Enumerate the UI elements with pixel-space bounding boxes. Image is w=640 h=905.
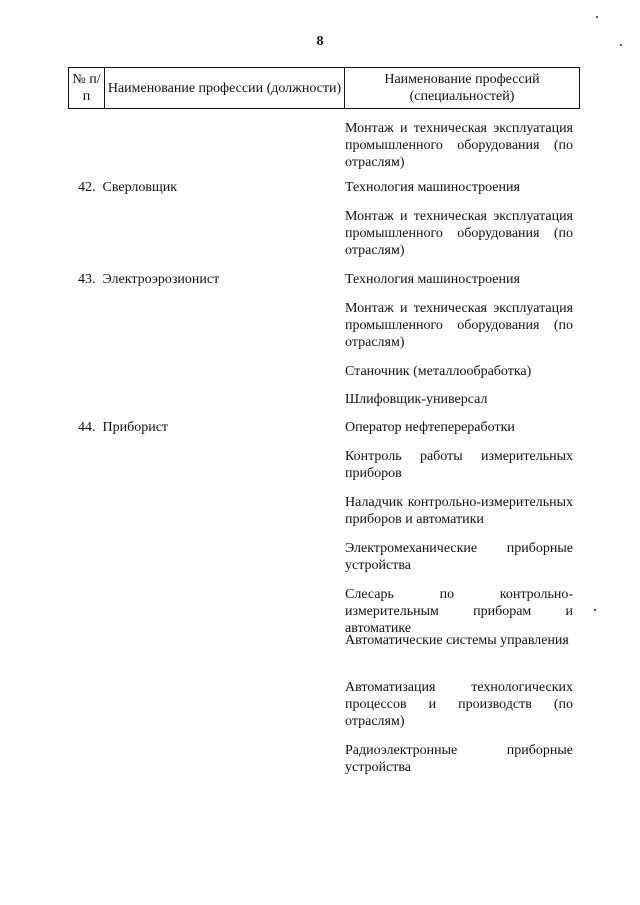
specialty-item: Монтаж и техническая эксплуатация промышленного оборудования (по отраслям)	[345, 121, 573, 170]
specialty-item: Автоматические системы управления	[345, 633, 569, 648]
header-number-column: № п/п	[69, 68, 105, 108]
scan-speck	[596, 16, 598, 18]
profession-44	[78, 419, 168, 436]
specialty-item: Контроль работы измерительных приборов	[345, 449, 573, 481]
scan-speck	[620, 44, 622, 46]
specialty-item: Станочник (металлообработка)	[345, 364, 532, 379]
table-header	[68, 67, 580, 109]
specialty-item: Технология машиностроения	[345, 272, 520, 287]
page-number: 8	[316, 34, 324, 49]
profession-43	[78, 271, 219, 288]
row-number: 44.	[78, 420, 96, 435]
specialty-item: Электромеханические приборные устройства	[345, 541, 573, 573]
specialty-item: Оператор нефтепереработки	[345, 420, 515, 435]
profession-42	[78, 179, 177, 196]
profession-name: Приборист	[102, 420, 169, 435]
specialty-item: Радиоэлектронные приборные устройства	[345, 743, 573, 775]
header-specialties-column: Наименование профессий (специальностей)	[384, 72, 540, 104]
row-number: 43.	[78, 272, 96, 287]
specialty-item: Шлифовщик-универсал	[345, 392, 488, 407]
profession-name: Электроэрозионист	[102, 272, 220, 287]
specialty-item: Монтаж и техническая эксплуатация промышленного оборудования (по отраслям)	[345, 209, 573, 258]
specialty-item: Автоматизация технологических процессов и производств (по отраслям)	[345, 680, 573, 729]
header-profession-column: Наименование профессии (должности)	[105, 68, 345, 108]
specialty-item: Монтаж и техническая эксплуатация промышленного оборудования (по отраслям)	[345, 301, 573, 350]
profession-name: Сверловщик	[102, 180, 178, 195]
specialty-item: Слесарь по контрольно-измерительным приборам и автоматике	[345, 587, 573, 636]
specialty-item: Наладчик контрольно-измерительных приборов и автоматики	[345, 495, 573, 527]
specialty-item: Технология машиностроения	[345, 180, 520, 195]
row-number: 42.	[78, 180, 96, 195]
scan-speck	[594, 609, 596, 611]
